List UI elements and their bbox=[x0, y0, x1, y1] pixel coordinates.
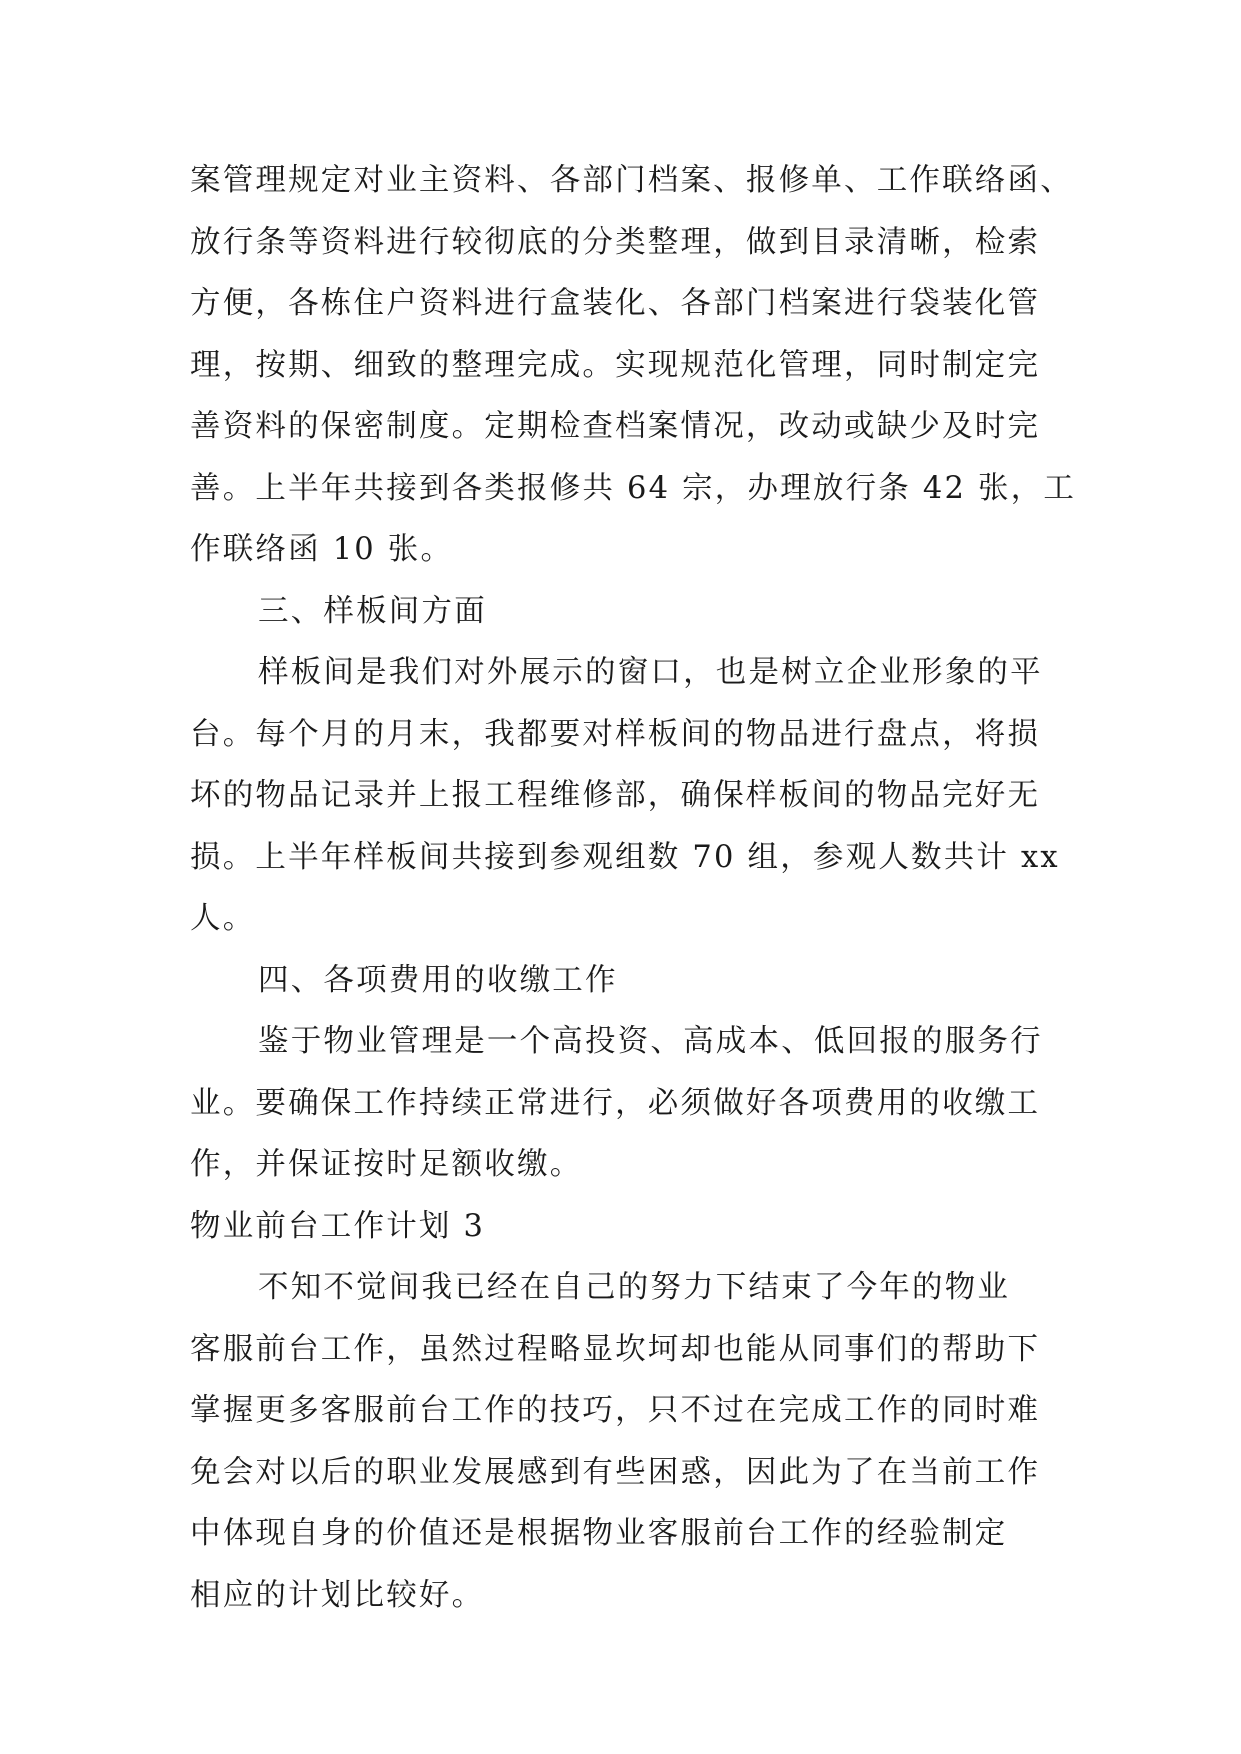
text-line: 相应的计划比较好。 bbox=[190, 1577, 485, 1613]
text-line: 三、样板间方面 bbox=[258, 593, 487, 629]
text-line: 客服前台工作，虽然过程略显坎坷却也能从同事们的帮助下 bbox=[190, 1331, 1041, 1367]
text-line: 台。每个月的月末，我都要对样板间的物品进行盘点，将损 bbox=[190, 716, 1041, 752]
text-line: 物业前台工作计划 3 bbox=[190, 1208, 486, 1244]
document-body bbox=[190, 150, 1077, 1626]
text-line: 鉴于物业管理是一个高投资、高成本、低回报的服务行 bbox=[258, 1024, 1043, 1059]
text-line: 损。上半年样板间共接到参观组数 70 组，参观人数共计 xx bbox=[190, 839, 1060, 875]
text-line: 善资料的保密制度。定期检查档案情况，改动或缺少及时完 bbox=[190, 409, 1041, 444]
text-line: 方便，各栋住户资料进行盒装化、各部门档案进行袋装化管 bbox=[190, 286, 1041, 321]
text-line: 放行条等资料进行较彻底的分类整理，做到目录清晰，检索 bbox=[190, 224, 1041, 260]
text-line: 作联络函 10 张。 bbox=[190, 532, 454, 567]
text-line: 业。要确保工作持续正常进行，必须做好各项费用的收缴工 bbox=[190, 1085, 1041, 1121]
text-line: 作，并保证按时足额收缴。 bbox=[190, 1147, 583, 1182]
text-line: 免会对以后的职业发展感到有些困惑，因此为了在当前工作 bbox=[190, 1454, 1041, 1490]
text-line: 中体现自身的价值还是根据物业客服前台工作的经验制定 bbox=[190, 1516, 1008, 1551]
text-line: 坏的物品记录并上报工程维修部，确保样板间的物品完好无 bbox=[190, 778, 1041, 813]
text-line: 人。 bbox=[190, 901, 256, 936]
text-line: 不知不觉间我已经在自己的努力下结束了今年的物业 bbox=[258, 1270, 1011, 1305]
text-line: 掌握更多客服前台工作的技巧，只不过在完成工作的同时难 bbox=[190, 1393, 1041, 1428]
text-line: 理，按期、细致的整理完成。实现规范化管理，同时制定完 bbox=[190, 347, 1041, 383]
text-line: 四、各项费用的收缴工作 bbox=[258, 962, 618, 998]
text-line: 样板间是我们对外展示的窗口，也是树立企业形象的平 bbox=[258, 655, 1043, 690]
text-line: 案管理规定对业主资料、各部门档案、报修单、工作联络函、 bbox=[190, 163, 1073, 198]
text-line: 善。上半年共接到各类报修共 64 宗，办理放行条 42 张，工 bbox=[190, 470, 1077, 506]
